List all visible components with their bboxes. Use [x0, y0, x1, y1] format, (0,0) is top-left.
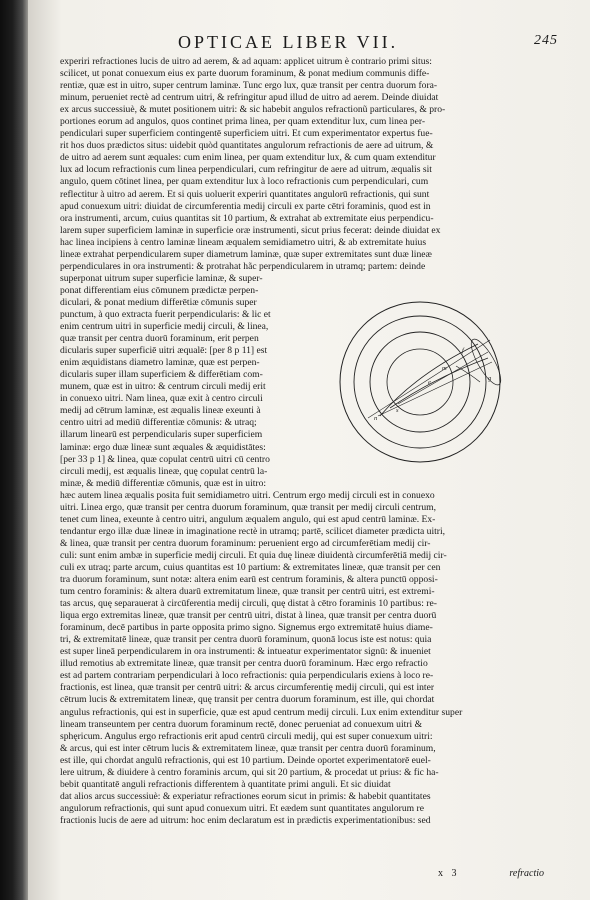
text-line: hac linea incipiens à centro laminæ lineam æqualem semidiametro uitri, & ab extremitate huius [60, 236, 427, 248]
text-line: culi ex utraq; parte arcum, cuius quantitas est 10 partium: & extremitates lineæ, quæ transit per cen [60, 561, 441, 573]
text-line: angulo, quem cōtinet linea, per quam extenditur lux à loco refractionis cum perpendiculari, cum [60, 176, 429, 188]
text-line: laminæ: ergo duæ lineæ sunt æquales & æquidistātes: [60, 441, 266, 453]
page-header [178, 32, 558, 56]
text-line: lere uitrum, & diuidere à centro foraminis arcum, qui sit 20 partium, & procedat ut prius: & fic ha- [60, 766, 439, 778]
text-line: quæ transit per centra duorū foraminum, erit perpen [60, 333, 259, 345]
text-line: tendantur ergo illæ duæ lineæ in imaginatione rectè in utramq; partē, scilicet diameter prædicta uitri, [60, 525, 446, 537]
text-line: rit hos duos prædictos situs: uidebit quòd quantitates angulorum refractionis de aere ad uitrum, & [60, 140, 434, 152]
text-line: medij ad cētrum laminæ, est æqualis lineæ exeunti à [60, 405, 261, 417]
text-line: dicularis super superficiē uitri æqualē: [per 8 p 11] est [60, 345, 268, 357]
figure-label-n: n [374, 415, 378, 422]
text-line: enim centrum uitri in superficie medij circuli, & linea, [60, 321, 269, 333]
text-line: reflectitur à uitro ad aerem. Et si quis uoluerit experiri quantitates angulorū refractionis, qui sunt [60, 188, 430, 200]
text-line: in conuexo uitri. Nam linea, quæ exit à centro circuli [60, 393, 263, 405]
text-line: de uitro ad aerem sunt æquales: cum enim linea, per quam extenditur lux, & cum quam extenditur [60, 152, 436, 164]
running-title: OPTICAE LIBER VII. [178, 32, 399, 52]
text-line: bebit quantitatē anguli refractionis differentem à quantitate primi anguli. Et sic diuidat [60, 778, 391, 790]
concentric-circles-diagram [338, 296, 513, 466]
text-line: est super lineā perpendicularem in ora instrumenti: & intueatur experimentator signū: & inueniet [60, 646, 431, 658]
text-line: angulus refractionis, qui est in superficie, quæ est apud centrum medij circuli. Lux enim extenditur super [60, 706, 463, 718]
text-line: tra duorum foraminum, sunt notæ: altera enim earū est centrum foraminis, & altera punctū opposi- [60, 574, 438, 586]
text-line: larem super superficiem laminæ in superficie oræ instrumenti, sicut prius fecerat: deinde diuidat ex [60, 224, 441, 236]
text-line: fractionis, est linea, quæ transit per centrū uitri: & arcus circumferentię medij circuli, qui est inter [60, 682, 435, 694]
text-line: cētrum lucis & extremitatem lineæ, quę transit per centra duorum foraminum, est ille, qui chordat [60, 694, 435, 706]
signature-mark: x 3 [438, 868, 460, 879]
text-line: scilicet, ut ponat conuexum eius ex parte duorum foraminum, & ponat medium communis diffe- [60, 68, 430, 80]
figure-label-s: s [396, 407, 399, 414]
text-line: angulorum refractionis, qui sunt apud conuexum uitri. Et eædem sunt quantitates angulorum re [60, 802, 424, 814]
text-line: perpendiculares in ora instrumenti: & protrahat hãc perpendicularem in utramq; partem: deinde [60, 260, 426, 272]
text-line: ora instrumenti, arcum, cuius quantitas sit 10 partium, & extrahat ab extremitate eius perpendicu- [60, 212, 434, 224]
text-line: circuli medij, est æqualis lineæ, quę copulat centrū la- [60, 465, 268, 477]
figure-label-m: m [442, 365, 447, 372]
text-block-bottom [60, 490, 544, 827]
text-line: apud conuexum uitri: diuidat de circumferentia medij circuli ex parte cētri foraminis, quod est in [60, 200, 431, 212]
text-line: lineam transeuntem per centra duorum foraminum rectē, donec perueniat ad conuexum uitri & [60, 718, 423, 730]
text-line: culi: sunt enim ambæ in superficie medij circuli. Et quia duę lineæ diuidentà circumferētiā medij cir- [60, 549, 447, 561]
text-line: illud remotius ab extremitate lineæ, quæ transit per centra duorū foraminum. Hæc ergo refractio [60, 658, 428, 670]
figure-label-f: f [462, 347, 464, 354]
book-page [28, 0, 590, 900]
page-number: 245 [534, 33, 558, 48]
text-line: superponat uitrum super superficie laminæ, & super- [60, 272, 263, 284]
text-line: uitri. Linea ergo, quæ transit per centra duorum foraminum, quæ transit per medij circuli centrum, [60, 501, 437, 513]
text-line: centro uitri ad mediū differentiæ cōmunis: & utraq; [60, 417, 257, 429]
text-line: dat alios arcus successiuè: & experiatur refractiones eorum sicut in primis: & habebit quantitates [60, 790, 431, 802]
text-line: foraminum, decē partibus in parte opposita primo signo. Signemus ergo extremitatē huius diame- [60, 622, 433, 634]
text-line: tenet cum linea, exeunte à centro uitri, angulum æqualem angulo, qui est apud centrū laminæ. Ex- [60, 513, 436, 525]
page-footer [60, 868, 544, 882]
text-line: lux ad locum refractionis cum linea perpendiculari, cum refringitur de aere ad uitrum, æqualis sit [60, 164, 432, 176]
text-block-top [60, 56, 544, 273]
text-line: illarum linearū est perpendicularis super superficiem [60, 429, 263, 441]
catchword: refractio [509, 868, 544, 879]
text-line: minum, perueniet rectè ad centrum uitri, & refringitur apud illud de uitro ad aerem. Deinde diuidat [60, 92, 439, 104]
middle-circle [370, 332, 470, 432]
text-line: fractionis lucis de aere ad uitrum: hoc enim declaratum est in prædictis experimentationibus: sed [60, 814, 431, 826]
text-line: tum centro foraminis: & altera duarū extremitatum lineæ, quæ transit per centrū uitri, est extremi- [60, 586, 435, 598]
text-line: dicularis super illam superficiem & differētiam com- [60, 369, 263, 381]
text-line: tas arcus, quę separauerat à circūferentia medij circuli, quę distat à cētro foraminis 10 partibus: re- [60, 598, 437, 610]
outer-circle [340, 302, 500, 462]
text-line: est ille, qui chordat angulū refractionis, qui est 10 partium. Deinde oportet experimentatorē euel- [60, 754, 431, 766]
text-line: ex arcus successiuè, & mutet positionem uitri: & sic habebit angulos refractionũ particulares, & pro- [60, 104, 446, 116]
text-line: sphęricum. Angulus ergo refractionis erit apud centrū circuli medij, qui est super conuexum uitri: [60, 730, 433, 742]
text-line: portiones eorum ad angulos, quos continet prima linea, per quam extenditur lux, cum linea per- [60, 116, 426, 128]
text-line: diculari, & ponat medium differētiæ cōmunis super [60, 296, 257, 308]
text-line: liqua ergo extremitas lineæ, quæ transit per centrū uitri, distat à linea, quæ transit per centra duorū [60, 610, 437, 622]
text-line: munem, quæ est in uitro: & centrum circuli medij erit [60, 381, 266, 393]
text-line: & linea, quæ transit per centra duorum foraminum: peruenient ergo ad circumferētiam medij cir- [60, 537, 431, 549]
inner-circle [387, 349, 453, 415]
text-line: & arcus, qui est inter cētrum lucis & extremitatem lineæ, quæ transit per centra duorū foraminum, [60, 742, 436, 754]
text-line: experiri refractiones lucis de uitro ad aerem, & ad aquam: applicet uitrum è contrario primi situs: [60, 56, 432, 67]
text-line: punctum, à quo extracta fuerit perpendicularis: & lic et [60, 308, 271, 320]
text-line: minæ, & mediū differentiæ cōmunis, quæ est in uitro: [60, 477, 267, 489]
text-line: hæc autem linea æqualis posita fuit semidiametro uitri. Centrum ergo medij circuli est in conuexo [60, 489, 435, 501]
book-binding-shadow [0, 0, 28, 900]
text-line: ponat differentiam eius cōmunem prædictæ perpen- [60, 284, 259, 296]
text-line: est ad partem contrariam perpendiculari à loco refractionis: quia perpendicularis exiens à loco re- [60, 670, 434, 682]
figure-label-e: e [428, 379, 431, 386]
second-circle [354, 316, 486, 448]
figure-label-g: g [488, 375, 492, 382]
text-line: rentiæ, quæ est in uitro, super centrum laminæ. Tunc ergo lux, quæ transit per centra duorum fora- [60, 80, 438, 92]
text-line: [per 33 p 1] & linea, quæ copulat centrū uitri cū centro [60, 453, 270, 465]
text-line: enim æquidistans diametro laminæ, quæ est perpen- [60, 357, 260, 369]
text-line: tri, & extremitatē lineæ, quæ transit per centra duorū foraminum, quonā locus iste est notus: quia [60, 634, 432, 646]
text-line: lineæ extrahat perpendicularem super diametrum laminæ, quæ super extremitates sunt duæ lineæ [60, 248, 432, 260]
text-line: pendiculari super superficiem contingentē superficiem uitri. Et cum experimentator expertus fue- [60, 128, 433, 140]
